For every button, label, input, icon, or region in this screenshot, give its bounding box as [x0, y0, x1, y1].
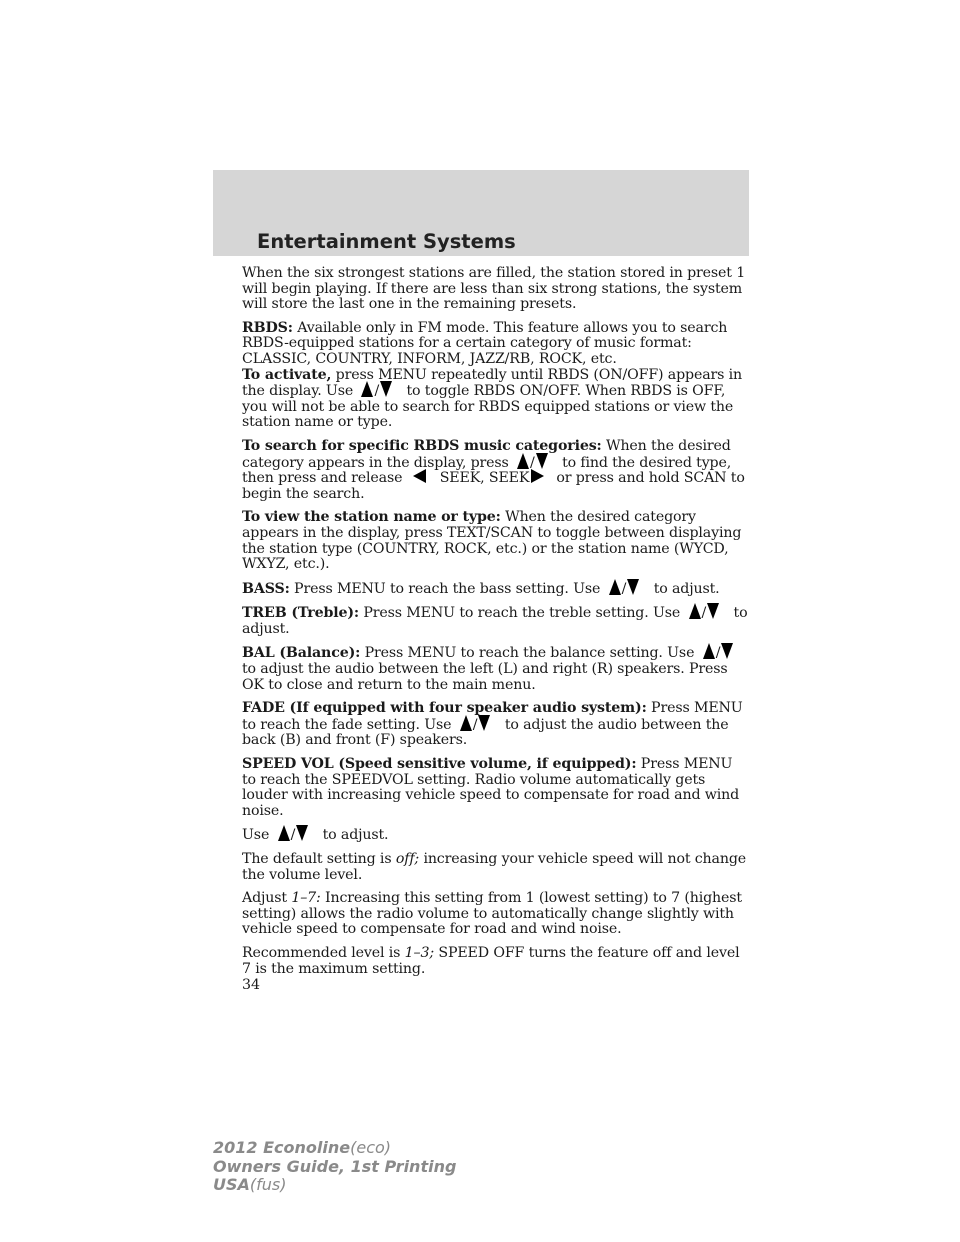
paragraph-presets: When the six strongest stations are filled, the station stored in preset 1 will begin playing. If there are less than six strong stations, the system will store the last one in the remaining presets.	[242, 265, 746, 313]
adjust-text-2: Increasing this setting from 1 (lowest setting) to 7 (highest setting) allows the radio volume to automatically change slightly with vehicle speed to compensate for road and wind noise.	[242, 890, 742, 938]
recommended-text-1: Recommended level is	[242, 944, 401, 961]
arrow-up-icon	[460, 715, 472, 731]
adjust-italic: 1–7:	[291, 890, 321, 907]
search-text-4: or press and hold SCAN to begin the search.	[242, 470, 745, 502]
arrow-up-icon	[278, 825, 290, 841]
rbds-text: Available only in FM mode. This feature allows you to search RBDS-equipped stations for a certain category of music format: CLASSIC, COUNTRY, INFORM, JAZZ/RB, ROCK, etc.	[242, 319, 728, 367]
arrow-up-icon	[703, 643, 715, 659]
arrow-down-icon	[296, 825, 308, 841]
page-number: 34	[242, 977, 261, 993]
arrow-up-icon	[689, 603, 701, 619]
paragraph-recommended	[242, 946, 750, 977]
bal-text-2: to adjust the audio between the left (L) and right (R) speakers. Press OK to close and return to the main menu.	[242, 661, 728, 693]
recommended-text-2: SPEED OFF turns the feature off and level 7 is the maximum setting.	[242, 944, 740, 977]
search-text-1: When the desired category appears in the display, press	[242, 437, 731, 471]
treb-text-1: Press MENU to reach the treble setting. Use	[363, 605, 681, 622]
paragraph-rbds	[242, 321, 750, 368]
section-title: Entertainment Systems	[257, 230, 516, 253]
seek-left-icon	[413, 469, 426, 483]
paragraph-default	[242, 852, 750, 883]
paragraph-treble	[242, 605, 750, 637]
paragraph-balance	[242, 645, 750, 693]
rbds-label: RBDS:	[242, 319, 293, 336]
slash-separator: /	[290, 827, 296, 844]
footer-model: 2012 Econoline	[213, 1138, 351, 1157]
slash-separator: /	[621, 580, 627, 597]
slash-separator: /	[472, 716, 478, 733]
footer-line-2	[213, 1158, 456, 1177]
arrow-up-icon	[517, 453, 529, 469]
page-content	[242, 266, 750, 985]
paragraph-fade	[242, 701, 750, 749]
activate-text-1: press MENU repeatedly until RBDS (ON/OFF) appears in the display. Use	[242, 366, 743, 400]
recommended-italic: 1–3;	[404, 944, 434, 961]
adjust-text-1: Adjust	[242, 890, 287, 907]
arrow-down-icon	[536, 453, 548, 469]
fade-label: FADE (If equipped with four speaker audio system):	[242, 700, 647, 717]
paragraph-bass	[242, 581, 750, 598]
arrow-down-icon	[627, 579, 639, 595]
footer	[213, 1139, 456, 1195]
footer-model-code: (eco)	[350, 1138, 392, 1157]
footer-market: USA	[213, 1175, 250, 1194]
footer-guide: Owners Guide, 1st Printing	[213, 1156, 457, 1176]
slash-separator: /	[530, 454, 535, 471]
bass-text-1: Press MENU to reach the bass setting. Use	[294, 580, 601, 597]
footer-market-code: (fus)	[249, 1175, 287, 1194]
arrow-up-icon	[361, 381, 373, 397]
paragraph-speed-vol	[242, 757, 750, 819]
paragraph-use-adjust	[242, 827, 750, 844]
default-italic: off;	[395, 851, 420, 867]
paragraph-activate	[242, 368, 750, 431]
fade-text-1: Press MENU to reach the fade setting. Use	[242, 700, 743, 733]
arrow-down-icon	[721, 643, 733, 659]
activate-label: To activate,	[242, 366, 332, 383]
treb-label: TREB (Treble):	[242, 605, 360, 622]
arrow-down-icon	[707, 603, 719, 619]
paragraph-adjust	[242, 891, 750, 938]
speed-text: Press MENU to reach the SPEEDVOL setting. Radio volume automatically gets louder with increasing vehicle speed to compensate for road and wind noise.	[242, 756, 740, 819]
arrow-down-icon	[380, 381, 392, 397]
footer-line-3	[213, 1176, 456, 1195]
bass-label: BASS:	[242, 580, 290, 597]
slash-separator: /	[715, 645, 721, 662]
use-text-1: Use	[242, 827, 270, 844]
view-text: When the desired category appears in the display, press TEXT/SCAN to toggle between displaying the station type (COUNTRY, ROCK, etc.) or the station name (WYCD, WXYZ, etc.).	[242, 509, 742, 573]
bal-label: BAL (Balance):	[242, 645, 361, 662]
default-text-2: increasing your vehicle speed will not change the volume level.	[242, 851, 747, 883]
fade-text-2: to adjust the audio between the back (B) and front (F) speakers.	[242, 716, 729, 749]
paragraph-search	[242, 439, 750, 502]
footer-line-1	[213, 1139, 456, 1158]
arrow-up-icon	[609, 579, 621, 595]
use-text-2: to adjust.	[322, 827, 389, 844]
paragraph-view	[242, 510, 750, 572]
search-text-2: to find the desired type, then press and release	[242, 454, 732, 487]
slash-separator: /	[374, 383, 380, 400]
section-header	[213, 170, 749, 256]
seek-right-icon	[531, 469, 544, 483]
arrow-down-icon	[478, 715, 490, 731]
activate-text-2: to toggle RBDS ON/OFF. When RBDS is OFF, you will not be able to search for RBDS equipped stations or view the station name or type.	[242, 383, 734, 431]
bal-text-1: Press MENU to reach the balance setting. Use	[364, 645, 695, 662]
speed-label: SPEED VOL (Speed sensitive volume, if equipped):	[242, 756, 637, 773]
search-label: To search for specific RBDS music categories:	[242, 437, 602, 454]
slash-separator: /	[701, 605, 707, 622]
bass-text-2: to adjust.	[653, 580, 720, 597]
search-text-3: SEEK, SEEK	[439, 470, 530, 487]
treb-text-2: to adjust.	[242, 605, 748, 637]
default-text-1: The default setting is	[242, 851, 392, 867]
view-label: To view the station name or type:	[242, 509, 501, 526]
